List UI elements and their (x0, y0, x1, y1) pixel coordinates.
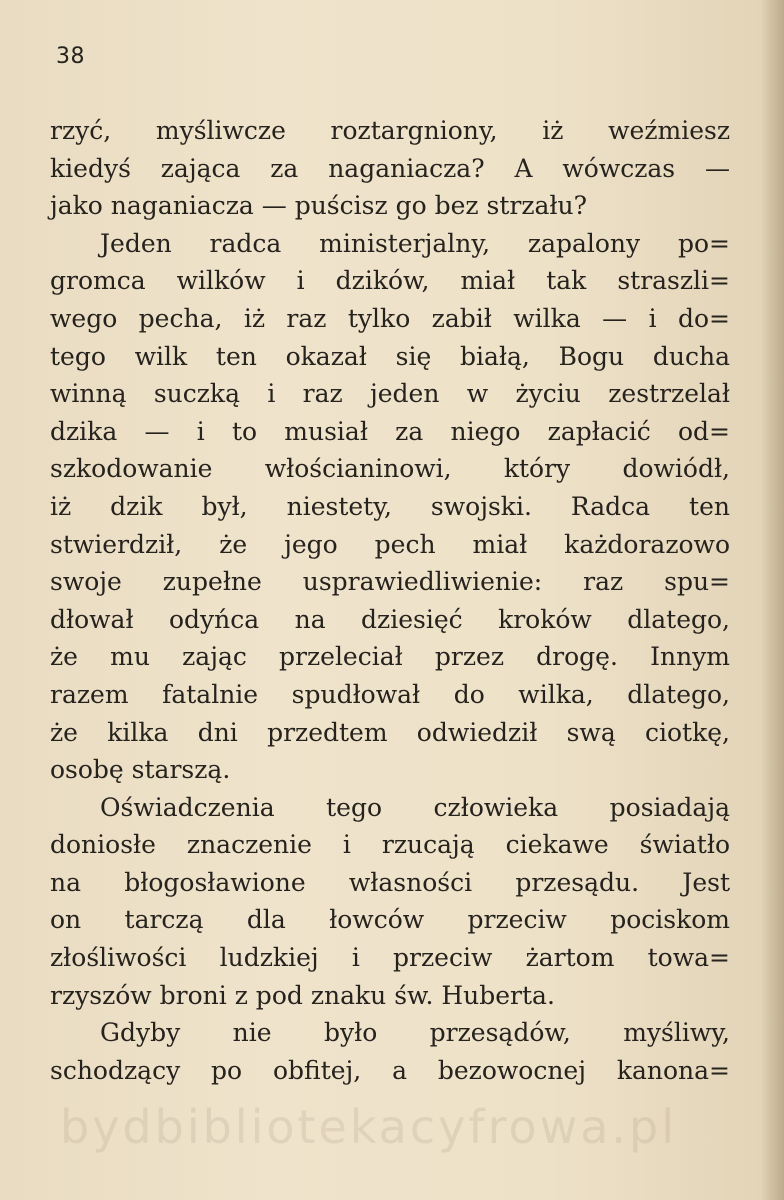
text-line: dzika — i to musiał za niego zapłacić od= (50, 416, 730, 446)
text-line: złośliwości ludzkiej i przeciw żartom towa= (50, 943, 730, 973)
text-line: Gdyby nie było przesądów, myśliwy, (100, 1018, 730, 1048)
text-line: na błogosławione własności przesądu. Jest (50, 867, 730, 897)
text-line: schodzący po obfitej, a bezowocnej kanona= (50, 1055, 730, 1085)
body-text (50, 112, 730, 1089)
text-line: rzyszów broni z pod znaku św. Huberta. (50, 980, 555, 1010)
text-line: tego wilk ten okazał się białą, Bogu ducha (50, 341, 730, 371)
text-line: dłował odyńca na dziesięć kroków dlatego, (50, 604, 730, 634)
text-line: że mu zając przeleciał przez drogę. Innym (50, 642, 730, 672)
text-line: razem fatalnie spudłował do wilka, dlatego, (50, 679, 730, 709)
text-line: że kilka dni przedtem odwiedził swą ciotkę, (50, 717, 730, 747)
page-edge-shadow (760, 0, 784, 1200)
text-line: stwierdził, że jego pech miał każdorazowo (50, 529, 730, 559)
text-line: rzyć, myśliwcze roztargniony, iż weźmiesz (50, 116, 730, 145)
text-line: on tarczą dla łowców przeciw pociskom (50, 905, 730, 935)
text-line: jako naganiacza — puścisz go bez strzału? (50, 191, 587, 221)
text-line: kiedyś zająca za naganiacza? A wówczas — (50, 153, 730, 183)
text-line: doniosłe znaczenie i rzucają ciekawe światło (50, 830, 730, 860)
text-line: osobę starszą. (50, 755, 231, 785)
library-watermark: bydbibliotekacyfrowa.pl (60, 1100, 678, 1154)
text-line: wego pecha, iż raz tylko zabił wilka — i do= (50, 303, 730, 333)
text-line: iż dzik był, niestety, swojski. Radca ten (50, 491, 730, 521)
text-line: gromca wilków i dzików, miał tak straszli= (50, 266, 730, 296)
page-number: 38 (56, 44, 85, 69)
text-line: Jeden radca ministerjalny, zapalony po= (100, 228, 730, 258)
text-line: Oświadczenia tego człowieka posiadają (100, 792, 730, 822)
text-line: szkodowanie włościaninowi, który dowiódł, (50, 454, 730, 484)
text-line: swoje zupełne usprawiedliwienie: raz spu= (50, 567, 730, 597)
text-line: winną suczką i raz jeden w życiu zestrzelał (50, 379, 730, 409)
